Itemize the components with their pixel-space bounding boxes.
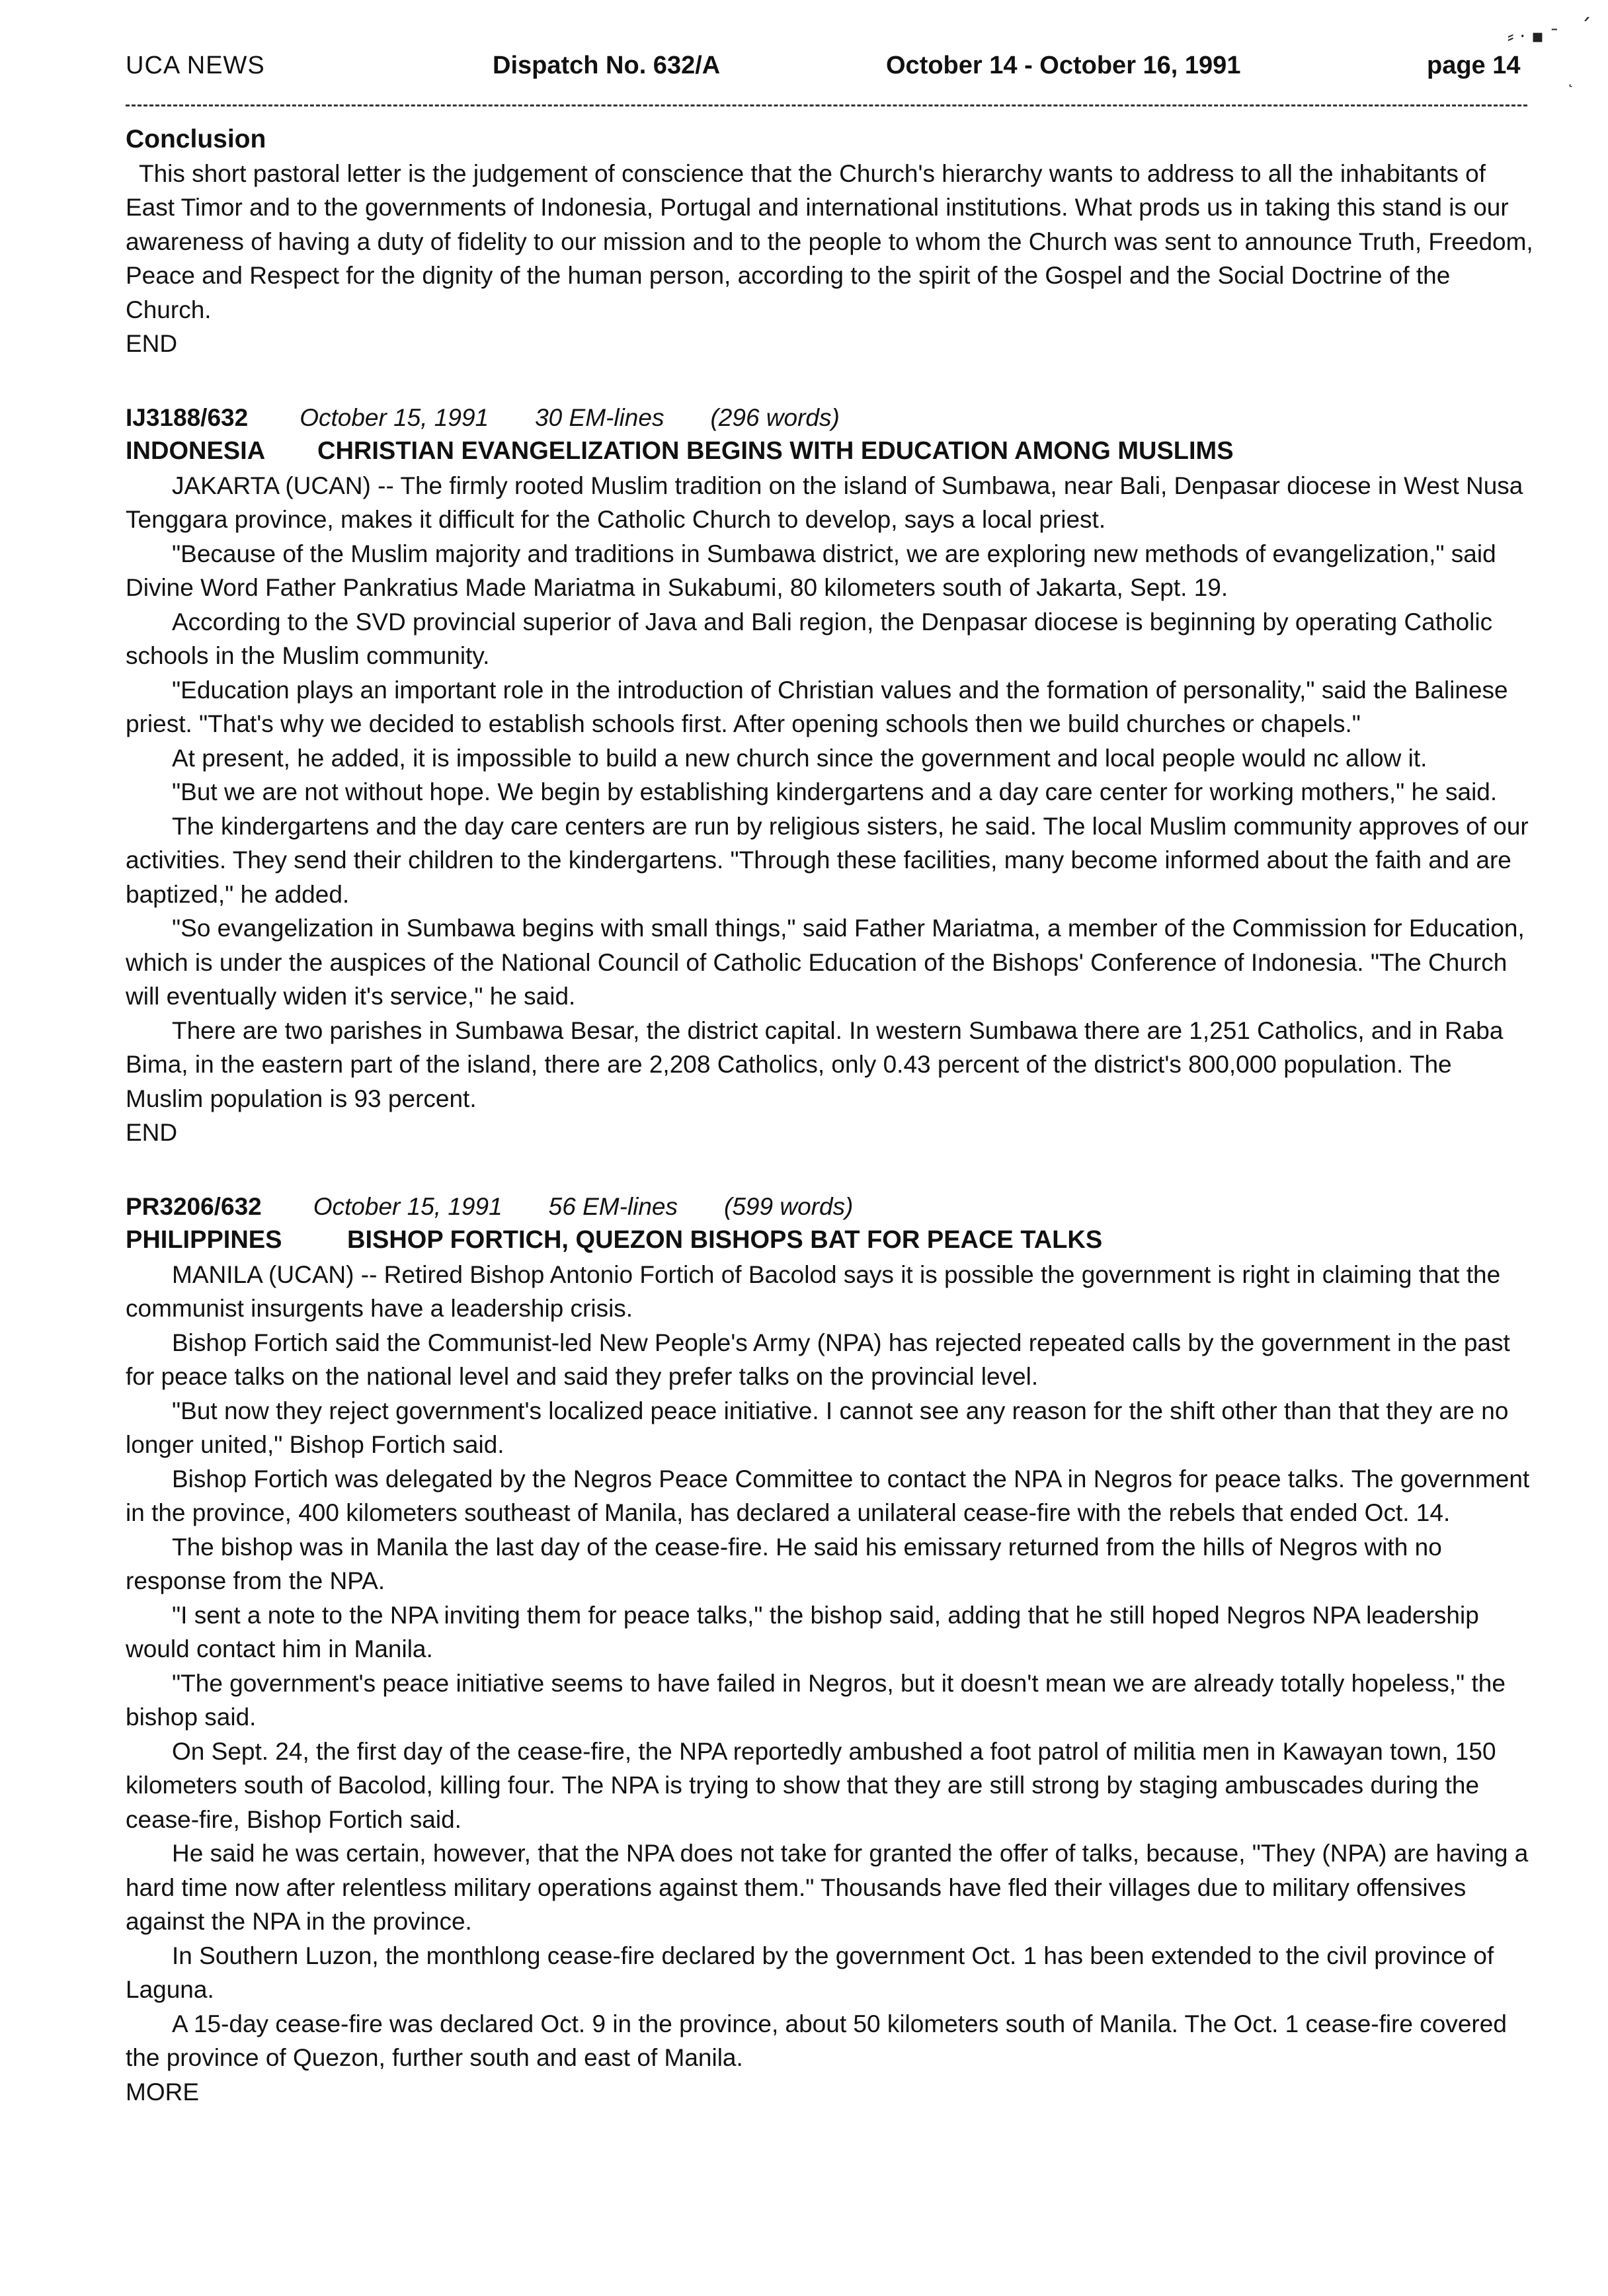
- article-paragraph: "So evangelization in Sumbawa begins with small things," said Father Mariatma, a member of the Commission for Education, which is under the auspices of the National Council of Catholic Education of the Bishops' Conference of Indonesia. "The Church will eventually widen it's service," he said.: [126, 915, 1525, 1010]
- end-marker: END: [126, 330, 178, 357]
- article-country: INDONESIA: [126, 437, 266, 465]
- page-number: page 14: [1427, 52, 1521, 79]
- article-paragraph: In Southern Luzon, the monthlong cease-fire declared by the government Oct. 1 has been extended to the civil province of Laguna.: [126, 1942, 1494, 2003]
- article-title: CHRISTIAN EVANGELIZATION BEGINS WITH EDUCATION AMONG MUSLIMS: [317, 437, 1234, 465]
- article-code: PR3206/632: [126, 1192, 262, 1220]
- dispatch-number: Dispatch No. 632/A: [493, 52, 721, 79]
- article-philippines: [126, 1190, 1534, 2110]
- article-date: October 15, 1991: [313, 1192, 502, 1220]
- article-paragraph: He said he was certain, however, that the NPA does not take for granted the offer of talks, because, "They (NPA) are having a hard time now after relentless military operations against them." Thousands have fled their villages due to military offensives against the NPA in the province.: [126, 1840, 1529, 1935]
- article-paragraph: On Sept. 24, the first day of the cease-fire, the NPA reportedly ambushed a foot patrol of militia men in Kawayan town, 150 kilometers south of Bacolod, killing four. The NPA is trying to show that they are still strong by staging ambuscades during the cease-fire, Bishop Fortich said.: [126, 1737, 1496, 1833]
- conclusion-title: Conclusion: [126, 125, 266, 153]
- article-headline: [126, 434, 1534, 469]
- article-headline: [126, 1223, 1534, 1258]
- article-paragraph: "I sent a note to the NPA inviting them for peace talks," the bishop said, adding that he still hoped Negros NPA leadership would contact him in Manila.: [126, 1601, 1479, 1662]
- dispatch-content: [126, 122, 1534, 2109]
- article-meta: [126, 1190, 1534, 1224]
- article-country: PHILIPPINES: [126, 1226, 282, 1254]
- article-indonesia: [126, 401, 1534, 1150]
- article-word-count: (296 words): [710, 403, 840, 431]
- article-date: October 15, 1991: [300, 403, 489, 431]
- article-meta: [126, 401, 1534, 435]
- conclusion-section: [126, 122, 1534, 361]
- article-paragraph: A 15-day cease-fire was declared Oct. 9 in the province, about 50 kilometers south of Manila. The Oct. 1 cease-fire covered the province of Quezon, further south and east of Manila.: [126, 2010, 1507, 2071]
- article-paragraph: The bishop was in Manila the last day of the cease-fire. He said his emissary returned from the hills of Negros with no response from the NPA.: [126, 1533, 1442, 1594]
- article-paragraph: "The government's peace initiative seems to have failed in Negros, but it doesn't mean we are already totally hopeless," the bishop said.: [126, 1669, 1506, 1731]
- article-paragraph: According to the SVD provincial superior of Java and Bali region, the Denpasar diocese is beginning by operating Catholic schools in the Muslim community.: [126, 608, 1493, 669]
- article-title: BISHOP FORTICH, QUEZON BISHOPS BAT FOR PEACE TALKS: [347, 1226, 1103, 1254]
- article-paragraph: "Because of the Muslim majority and traditions in Sumbawa district, we are exploring new methods of evangelization," said Divine Word Father Pankratius Made Mariatma in Sukabumi, 80 kilometers south of Jakarta, Sept. 19.: [126, 540, 1496, 601]
- publication-name: UCA NEWS: [126, 52, 265, 79]
- header-divider: [126, 104, 1527, 106]
- article-paragraph: The kindergartens and the day care centers are run by religious sisters, he said. The local Muslim community approves of our activities. They send their children to the kindergartens. "Through these facilities, many become informed about the faith and are baptized," he added.: [126, 812, 1529, 908]
- dispatch-dates: October 14 - October 16, 1991: [886, 52, 1241, 79]
- scan-mark-dots: ⸗ · ▪ ˉ: [1508, 25, 1559, 47]
- scan-mark-dot: ˛: [1567, 71, 1574, 88]
- article-paragraph: At present, he added, it is impossible to build a new church since the government and local people would nc allow it.: [172, 744, 1427, 772]
- end-marker: END: [126, 1119, 178, 1146]
- article-word-count: (599 words): [724, 1192, 854, 1220]
- article-em-lines: 30 EM-lines: [535, 403, 664, 431]
- conclusion-body: This short pastoral letter is the judgement of conscience that the Church's hierarchy wants to address to all the inhabitants of East Timor and to the governments of Indonesia, Portugal and international institutions. What prods us in taking this stand is our awareness of having a duty of fidelity to our mission and to the people to whom the Church was sent to announce Truth, Freedom, Peace and Respect for the dignity of the human person, according to the spirit of the Gospel and the Social Doctrine of the Church.: [126, 159, 1533, 323]
- article-paragraph: "But now they reject government's localized peace initiative. I cannot see any reason for the shift other than that they are no longer united," Bishop Fortich said.: [126, 1397, 1509, 1458]
- scan-mark-tick: ˊ: [1580, 15, 1591, 41]
- article-paragraph: There are two parishes in Sumbawa Besar, the district capital. In western Sumbawa there are 1,251 Catholics, and in Raba Bima, in the eastern part of the island, there are 2,208 Catholics, only 0.43 percent of the district's 800,000 population. The Muslim population is 93 percent.: [126, 1016, 1504, 1112]
- article-paragraph: JAKARTA (UCAN) -- The firmly rooted Muslim tradition on the island of Sumbawa, near Bali, Denpasar diocese in West Nusa Tenggara province, makes it difficult for the Catholic Church to develop, says a local priest.: [126, 472, 1523, 533]
- article-paragraph: MANILA (UCAN) -- Retired Bishop Antonio Fortich of Bacolod says it is possible the government is right in claiming that the communist insurgents have a leadership crisis.: [126, 1260, 1501, 1322]
- more-marker: MORE: [126, 2078, 199, 2106]
- article-paragraph: Bishop Fortich said the Communist-led New People's Army (NPA) has rejected repeated calls by the government in the past for peace talks on the national level and said they prefer talks on the provincial level.: [126, 1329, 1510, 1390]
- article-paragraph: Bishop Fortich was delegated by the Negros Peace Committee to contact the NPA in Negros for peace talks. The government in the province, 400 kilometers southeast of Manila, has declared a unilateral cease-fire with the rebels that ended Oct. 14.: [126, 1465, 1530, 1526]
- article-code: IJ3188/632: [126, 403, 249, 431]
- article-paragraph: "Education plays an important role in the introduction of Christian values and the formation of personality," said the Balinese priest. "That's why we decided to establish schools first. After opening schools then we build churches or chapels.": [126, 676, 1508, 737]
- article-em-lines: 56 EM-lines: [548, 1192, 678, 1220]
- article-paragraph: "But we are not without hope. We begin by establishing kindergartens and a day care center for working mothers," he said.: [172, 778, 1498, 805]
- page-header: [126, 52, 1527, 91]
